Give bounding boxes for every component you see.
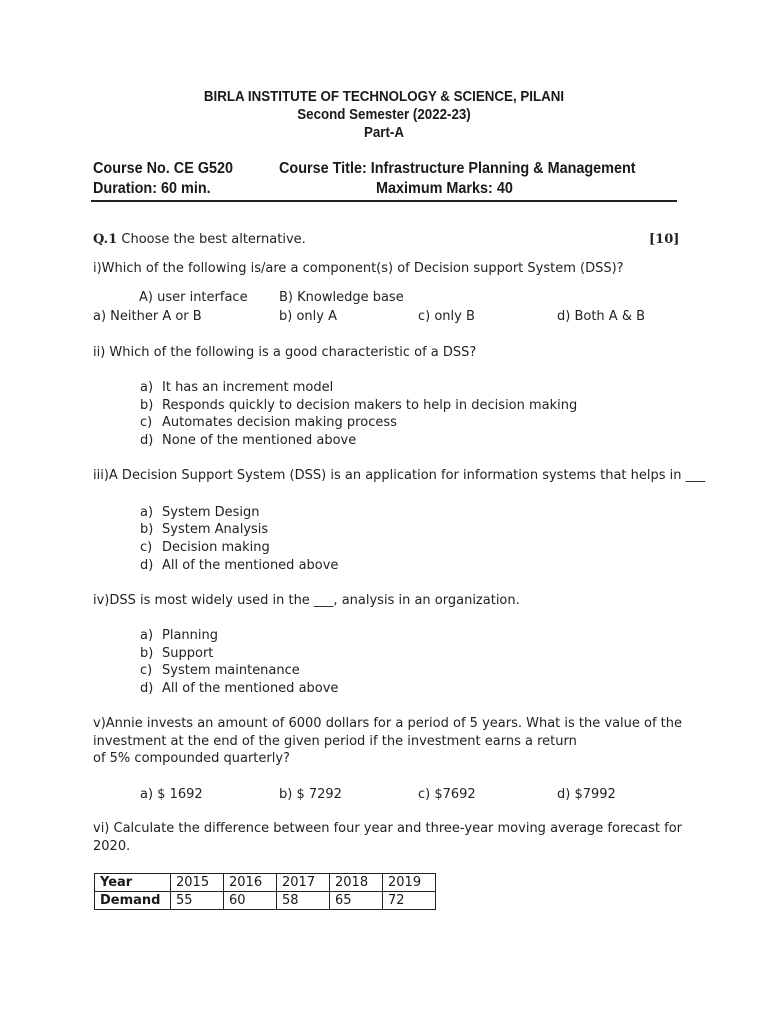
- option-i-a: a) Neither A or B: [93, 309, 202, 324]
- demand-table: [94, 873, 436, 910]
- option-ii-d: d) None of the mentioned above: [140, 433, 357, 448]
- year-cell: 2015: [171, 874, 224, 892]
- option-v-b: b) $ 7292: [279, 787, 342, 802]
- question-iii-text: iii)A Decision Support System (DSS) is an application for information systems that helps in ___: [93, 468, 706, 483]
- year-cell: 2016: [224, 874, 277, 892]
- question-ii-text: ii) Which of the following is a good characteristic of a DSS?: [93, 345, 477, 360]
- option-ii-b: b) Responds quickly to decision makers to help in decision making: [140, 398, 578, 413]
- table-row: [95, 892, 436, 910]
- option-iii-b: b) System Analysis: [140, 522, 269, 537]
- question-v-line-3: of 5% compounded quarterly?: [93, 751, 290, 766]
- question-iv-text: iv)DSS is most widely used in the ___, analysis in an organization.: [93, 593, 520, 608]
- demand-cell: 60: [224, 892, 277, 910]
- option-iii-c: c) Decision making: [140, 540, 270, 555]
- option-iii-d: d) All of the mentioned above: [140, 558, 339, 573]
- option-v-a: a) $ 1692: [140, 787, 203, 802]
- demand-cell: 72: [383, 892, 436, 910]
- table-row: [95, 874, 436, 892]
- option-iv-d: d) All of the mentioned above: [140, 681, 339, 696]
- marks-label: [10]: [649, 232, 680, 247]
- year-cell: 2018: [330, 874, 383, 892]
- option-i-d: d) Both A & B: [557, 309, 646, 324]
- option-i-b: b) only A: [279, 309, 337, 324]
- option-iii-a: a) System Design: [140, 505, 260, 520]
- option-iv-c: c) System maintenance: [140, 663, 300, 678]
- option-v-d: d) $7992: [557, 787, 616, 802]
- part-label: Part-A: [363, 125, 405, 141]
- row-header-year: Year: [95, 874, 171, 892]
- option-i-c: c) only B: [418, 309, 475, 324]
- course-title: Course Title: Infrastructure Planning & Management: [279, 160, 636, 177]
- option-ii-c: c) Automates decision making process: [140, 415, 397, 430]
- option-v-c: c) $7692: [418, 787, 476, 802]
- header-divider: [91, 200, 677, 202]
- question-vi-line-2: 2020.: [93, 839, 131, 854]
- semester: Second Semester (2022-23): [297, 107, 471, 123]
- year-cell: 2017: [277, 874, 330, 892]
- option-ii-a: a) It has an increment model: [140, 380, 334, 395]
- question-vi-line-1: vi) Calculate the difference between four year and three-year moving average forecast for: [93, 821, 682, 836]
- demand-cell: 55: [171, 892, 224, 910]
- year-cell: 2019: [383, 874, 436, 892]
- question-v-line-2: investment at the end of the given period if the investment earns a return: [93, 734, 577, 749]
- option-iv-a: a) Planning: [140, 628, 218, 643]
- max-marks: Maximum Marks: 40: [376, 180, 513, 197]
- component-a: A) user interface: [139, 290, 248, 305]
- option-iv-b: b) Support: [140, 646, 214, 661]
- question-label: Q.1: [93, 232, 118, 247]
- instruction-text: Choose the best alternative.: [121, 232, 306, 247]
- institute-name: BIRLA INSTITUTE OF TECHNOLOGY & SCIENCE, PILANI: [203, 89, 565, 105]
- row-header-demand: Demand: [95, 892, 171, 910]
- question-v-line-1: v)Annie invests an amount of 6000 dollars for a period of 5 years. What is the value of the: [93, 716, 683, 731]
- course-number: Course No. CE G520: [93, 160, 234, 177]
- demand-cell: 58: [277, 892, 330, 910]
- question-instruction: [93, 232, 306, 247]
- demand-cell: 65: [330, 892, 383, 910]
- duration: Duration: 60 min.: [93, 180, 211, 197]
- component-b: B) Knowledge base: [279, 290, 404, 305]
- question-i-text: i)Which of the following is/are a component(s) of Decision support System (DSS)?: [93, 261, 624, 276]
